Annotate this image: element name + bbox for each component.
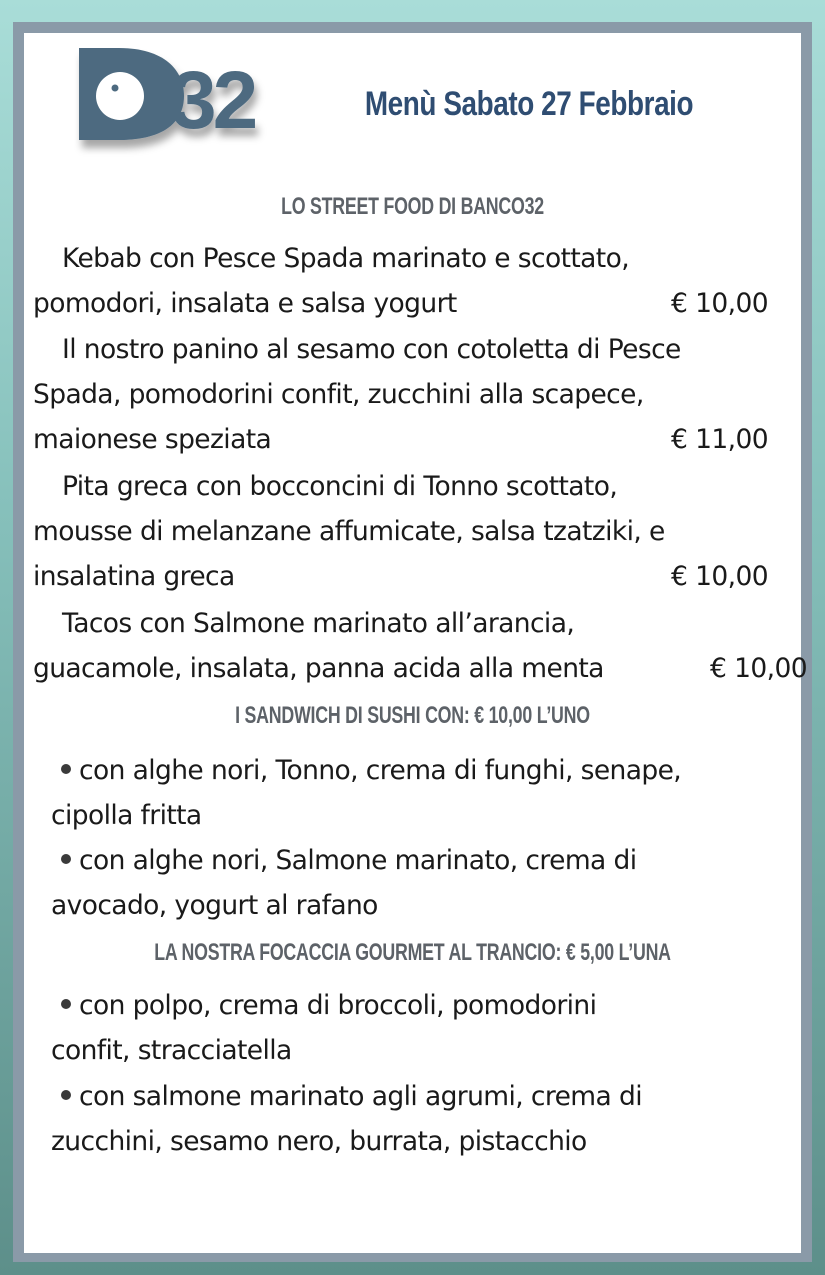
bullet-icon bbox=[61, 764, 71, 774]
list-item-focaccia-polpo: con polpo, crema di broccoli, pomodorini confit, stracciatella bbox=[51, 990, 597, 1066]
price: € 10,00 bbox=[671, 288, 768, 319]
section-focaccia: LA NOSTRA FOCACCIA GOURMET AL TRANCIO: € 5,00 L’UNA bbox=[154, 939, 671, 966]
section-sushi: I SANDWICH DI SUSHI CON: € 10,00 L’UNO bbox=[235, 702, 590, 729]
list-item-sushi-tonno: con alghe nori, Tonno, crema di funghi, senape, cipolla fritta bbox=[51, 755, 682, 831]
menu-item-panino: Il nostro panino al sesamo con cotoletta di Pesce Spada, pomodorini confit, zucchini alla scapece, maionese speziata € 11,00 bbox=[33, 327, 793, 462]
price: € 11,00 bbox=[671, 424, 768, 455]
list-item-focaccia-salmone: con salmone marinato agli agrumi, crema di zucchini, sesamo nero, burrata, pistacchio bbox=[51, 1081, 642, 1157]
bullet-icon bbox=[61, 999, 71, 1009]
menu-item-pita: Pita greca con bocconcini di Tonno scottato, mousse di melanzane affumicate, salsa tzatziki, e insalatina greca € 10,00 bbox=[33, 464, 793, 599]
bullet-icon bbox=[61, 854, 71, 864]
menu-item-kebab: Kebab con Pesce Spada marinato e scottato, pomodori, insalata e salsa yogurt € 10,00 bbox=[33, 236, 793, 326]
logo-number: 32 bbox=[171, 55, 255, 146]
price: € 10,00 bbox=[671, 561, 768, 592]
bullet-icon bbox=[61, 1090, 71, 1100]
list-item-sushi-salmone: con alghe nori, Salmone marinato, crema di avocado, yogurt al rafano bbox=[51, 845, 637, 921]
menu-paper bbox=[24, 33, 807, 1253]
banco32-logo bbox=[74, 48, 284, 158]
price: € 10,00 bbox=[710, 653, 807, 684]
menu-item-tacos: Tacos con Salmone marinato all’arancia, guacamole, insalata, panna acida alla menta € 10,00 bbox=[33, 601, 793, 691]
section-street-food: LO STREET FOOD DI BANCO32 bbox=[281, 193, 544, 220]
page-title: Menù Sabato 27 Febbraio bbox=[364, 85, 694, 123]
